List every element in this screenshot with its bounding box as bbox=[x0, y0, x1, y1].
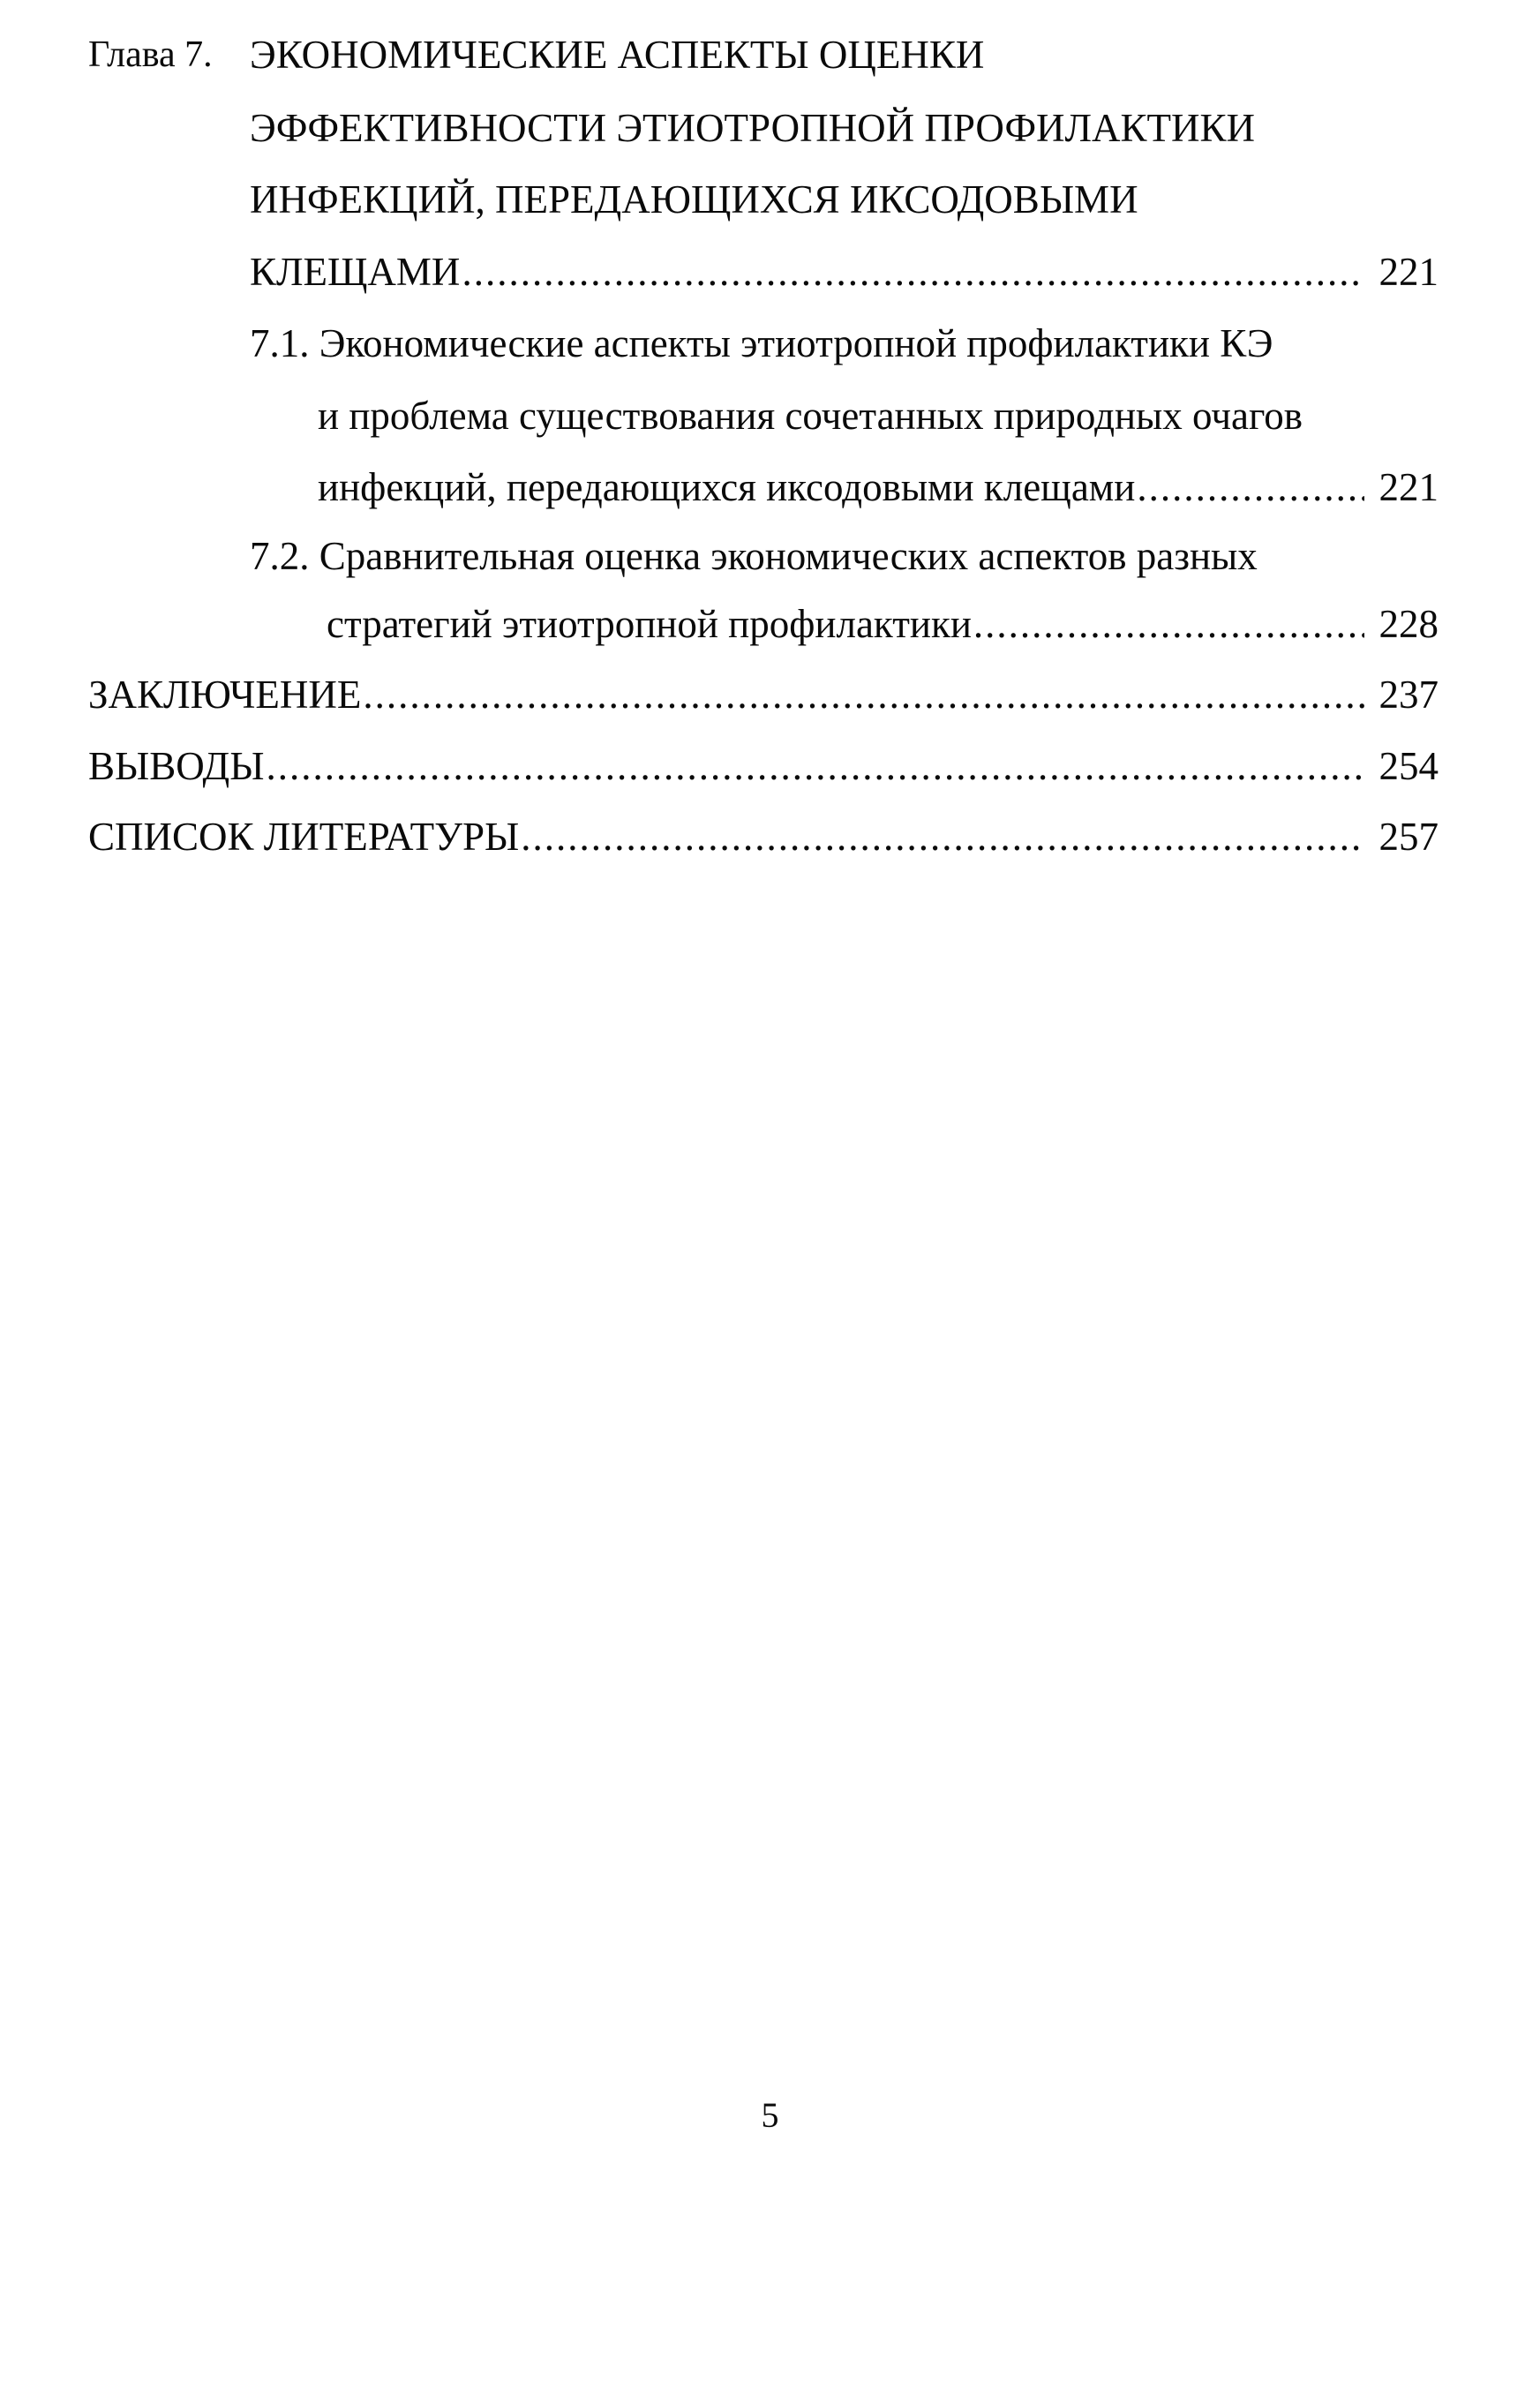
leader-dots bbox=[462, 247, 1364, 297]
conclusion-label: ЗАКЛЮЧЕНИЕ bbox=[88, 673, 362, 717]
leader-dots bbox=[363, 670, 1364, 719]
section-7-1-line-3: инфекций, передающихся иксодовыми клещами bbox=[318, 465, 1136, 509]
chapter-title-line-1: ЭКОНОМИЧЕСКИЕ АСПЕКТЫ ОЦЕНКИ bbox=[250, 33, 985, 77]
leader-dots bbox=[973, 599, 1364, 649]
findings-label: ВЫВОДЫ bbox=[88, 744, 265, 788]
leader-dots bbox=[266, 741, 1364, 791]
toc-entry-section-7-1 bbox=[318, 462, 1439, 512]
page-ref: 221 bbox=[1378, 465, 1439, 509]
leader-dots bbox=[521, 812, 1364, 861]
toc-entry-findings bbox=[88, 741, 1439, 791]
chapter-label: Глава 7. bbox=[88, 34, 213, 75]
references-label: СПИСОК ЛИТЕРАТУРЫ bbox=[88, 815, 520, 859]
section-7-2-line-1: 7.2. Сравнительная оценка экономических аспектов разных bbox=[250, 534, 1258, 578]
page-ref: 221 bbox=[1378, 250, 1439, 294]
leader-dots bbox=[1137, 462, 1364, 512]
page-ref: 228 bbox=[1378, 602, 1439, 646]
page-ref: 237 bbox=[1378, 673, 1439, 717]
chapter-title-line-3: ИНФЕКЦИЙ, ПЕРЕДАЮЩИХСЯ ИКСОДОВЫМИ bbox=[250, 177, 1138, 222]
section-7-1-line-1: 7.1. Экономические аспекты этиотропной профилактики КЭ bbox=[250, 321, 1273, 365]
toc-entry-conclusion bbox=[88, 670, 1439, 719]
page-ref: 254 bbox=[1378, 744, 1439, 788]
toc-entry-section-7-2 bbox=[327, 599, 1439, 649]
page-ref: 257 bbox=[1378, 815, 1439, 859]
page-number: 5 bbox=[761, 2095, 779, 2135]
toc-entry-chapter-7 bbox=[250, 247, 1439, 297]
chapter-title-line-2: ЭФФЕКТИВНОСТИ ЭТИОТРОПНОЙ ПРОФИЛАКТИКИ bbox=[250, 106, 1256, 150]
toc-entry-references bbox=[88, 812, 1439, 861]
section-7-1-line-2: и проблема существования сочетанных природных очагов bbox=[318, 394, 1303, 438]
chapter-title-line-4: КЛЕЩАМИ bbox=[250, 250, 461, 294]
section-7-2-line-2: стратегий этиотропной профилактики bbox=[327, 602, 972, 646]
